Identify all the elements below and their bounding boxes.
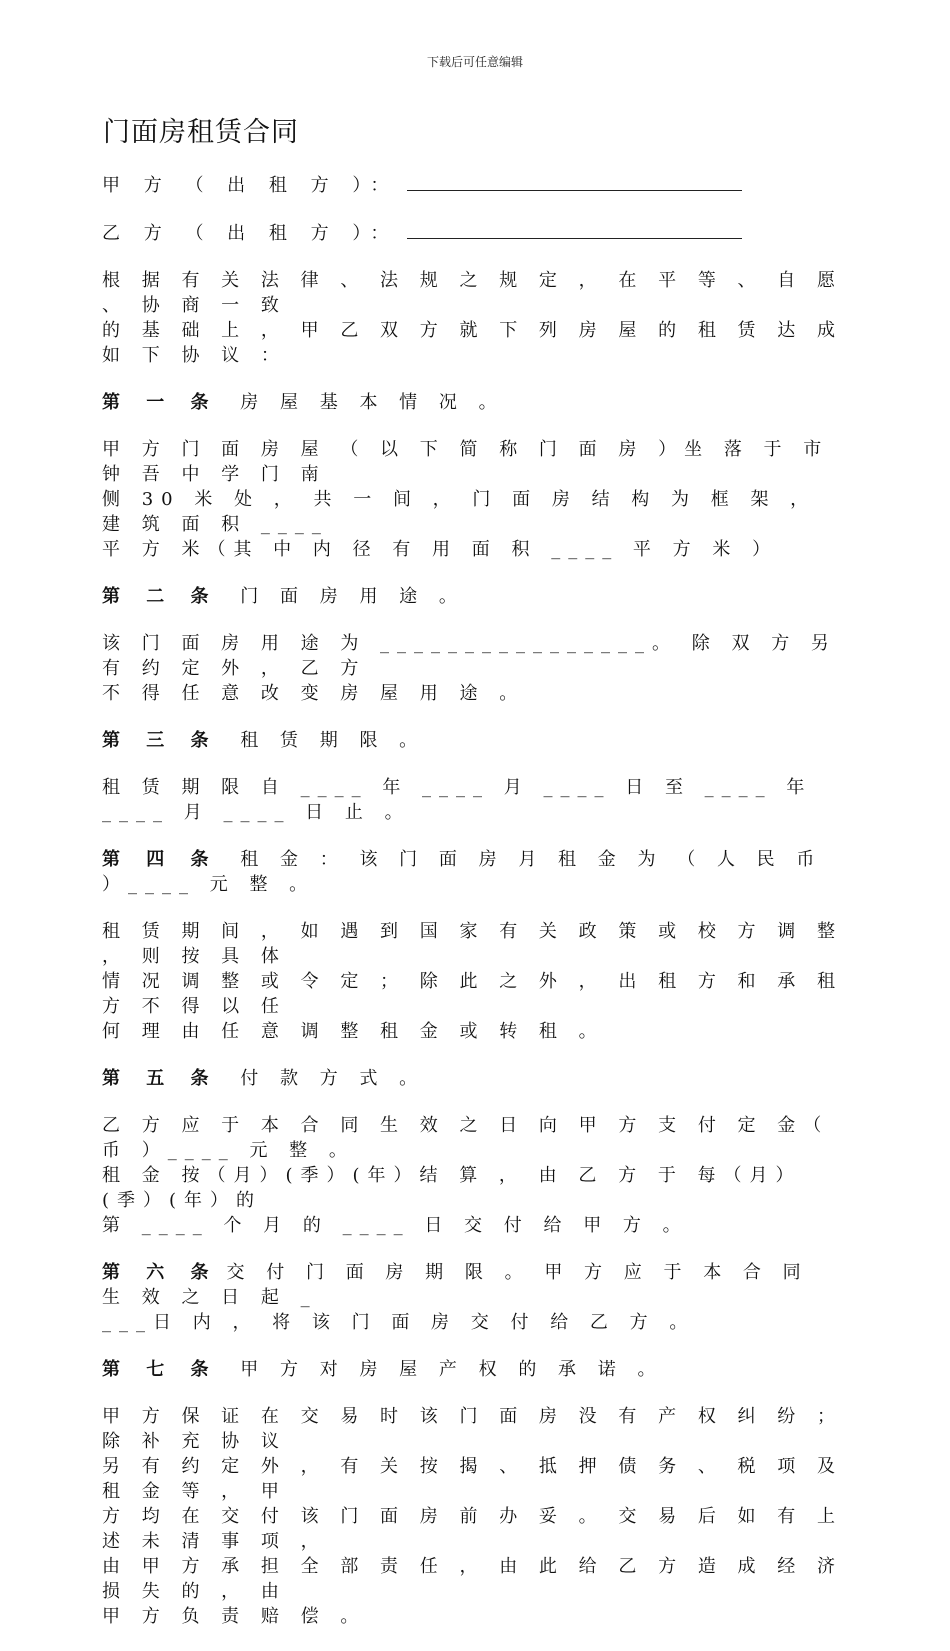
article-1-title: 房 屋 基 本 情 况 。 bbox=[240, 392, 505, 413]
body-line: 方 均 在 交 付 该 门 面 房 前 办 妥 。 交 易 后 如 有 上 述 未 清 事 项 ， bbox=[102, 1506, 843, 1552]
party-a-row bbox=[102, 172, 847, 198]
body-line: 甲 方 保 证 在 交 易 时 该 门 面 房 没 有 产 权 纠 纷 ； 除 补 充 协 议 bbox=[102, 1406, 843, 1452]
article-7-heading-row bbox=[102, 1357, 847, 1382]
body-line: 租 赁 期 限 自 ____ 年 ____ 月 ____ 日 至 ____ 年 ____ 月 ____ 日 止 。 bbox=[102, 777, 813, 823]
body-line: 另 有 约 定 外 ， 有 关 按 揭 、 抵 押 债 务 、 税 项 及 租 金 等 ， 甲 bbox=[102, 1456, 843, 1502]
article-3-body bbox=[102, 775, 847, 825]
article-5-title: 付 款 方 式 。 bbox=[240, 1068, 426, 1089]
article-2-title: 门 面 房 用 途 。 bbox=[240, 586, 465, 607]
party-a-label: 甲 方 （ 出 租 方 ）： bbox=[102, 175, 398, 196]
article-7-title: 甲 方 对 房 屋 产 权 的 承 诺 。 bbox=[240, 1359, 664, 1380]
body-line: 甲 方 负 责 赔 偿 。 bbox=[102, 1606, 367, 1627]
body-line: 租 金 按（月）(季）(年）结 算 ， 由 乙 方 于 每（月）(季）(年）的 bbox=[102, 1165, 802, 1211]
article-2-body bbox=[102, 631, 847, 706]
article-4-title: 租 金 ： 该 门 面 房 月 租 金 为 （ 人 民 币 ）____ 元 整 。 bbox=[102, 849, 823, 895]
article-7-body bbox=[102, 1404, 847, 1629]
article-3-title: 租 赁 期 限 。 bbox=[240, 730, 426, 751]
article-4-number: 第 四 条 bbox=[102, 849, 219, 870]
article-5-body bbox=[102, 1113, 847, 1238]
party-b-label: 乙 方 （ 出 租 方 ）： bbox=[102, 223, 398, 244]
body-line: 情 况 调 整 或 令 定 ； 除 此 之 外 ， 出 租 方 和 承 租 方 不 得 以 任 bbox=[102, 971, 843, 1017]
article-7-number: 第 七 条 bbox=[102, 1359, 219, 1380]
party-b-blank bbox=[407, 220, 742, 239]
body-line: 交 付 门 面 房 期 限 。 甲 方 应 于 本 合 同 生 效 之 日 起 _ bbox=[102, 1262, 809, 1308]
contract-body bbox=[102, 172, 847, 1651]
article-6-first-line bbox=[102, 1260, 847, 1310]
body-line: 甲 方 门 面 房 屋 （ 以 下 简 称 门 面 房 ）坐 落 于 市 钟 吾 中 学 门 南 bbox=[102, 439, 830, 485]
article-2-heading-row bbox=[102, 584, 847, 609]
party-a-blank bbox=[407, 172, 742, 191]
article-1-heading-row bbox=[102, 390, 847, 415]
body-line: 何 理 由 任 意 调 整 租 金 或 转 租 。 bbox=[102, 1021, 605, 1042]
article-3-heading-row bbox=[102, 728, 847, 753]
article-1-body bbox=[102, 437, 847, 562]
body-line: ___日 内 ， 将 该 门 面 房 交 付 给 乙 方 。 bbox=[102, 1312, 696, 1333]
body-line: 第 ____ 个 月 的 ____ 日 交 付 给 甲 方 。 bbox=[102, 1215, 689, 1236]
body-line: 平 方 米（其 中 内 径 有 用 面 积 ____ 平 方 米 ） bbox=[102, 539, 779, 560]
article-6 bbox=[102, 1260, 847, 1335]
document-title: 门面房租赁合同 bbox=[103, 117, 299, 148]
intro-line: 的 基 础 上 ， 甲 乙 双 方 就 下 列 房 屋 的 租 赁 达 成 如 下 协 议 ： bbox=[102, 320, 843, 366]
body-line: 由 甲 方 承 担 全 部 责 任 ， 由 此 给 乙 方 造 成 经 济 损 失 的 ， 由 bbox=[102, 1556, 843, 1602]
article-5-number: 第 五 条 bbox=[102, 1068, 219, 1089]
article-1-number: 第 一 条 bbox=[102, 392, 219, 413]
article-6-number: 第 六 条 bbox=[102, 1262, 219, 1283]
intro-line: 根 据 有 关 法 律 、 法 规 之 规 定 ， 在 平 等 、 自 愿 、 协 商 一 致 bbox=[102, 270, 843, 316]
article-3-number: 第 三 条 bbox=[102, 730, 219, 751]
body-line: 乙 方 应 于 本 合 同 生 效 之 日 向 甲 方 支 付 定 金（ 币 ）____ 元 整 。 bbox=[102, 1115, 830, 1161]
body-line: 不 得 任 意 改 变 房 屋 用 途 。 bbox=[102, 683, 526, 704]
body-line: 侧 30 米 处 ， 共 一 间 ， 门 面 房 结 构 为 框 架 ， 建 筑 面 积 ____ bbox=[102, 489, 817, 535]
article-2-number: 第 二 条 bbox=[102, 586, 219, 607]
article-5-heading-row bbox=[102, 1066, 847, 1091]
page-header-note: 下载后可任意编辑 bbox=[426, 55, 523, 69]
body-line: 租 赁 期 间 ， 如 遇 到 国 家 有 关 政 策 或 校 方 调 整 ， 则 按 具 体 bbox=[102, 921, 843, 967]
body-line: 该 门 面 房 用 途 为 ________________。 除 双 方 另 有 约 定 外 ， 乙 方 bbox=[102, 633, 837, 679]
article-4-body bbox=[102, 919, 847, 1044]
intro-paragraph bbox=[102, 268, 847, 368]
party-b-row bbox=[102, 220, 847, 246]
article-4-heading-row bbox=[102, 847, 847, 897]
